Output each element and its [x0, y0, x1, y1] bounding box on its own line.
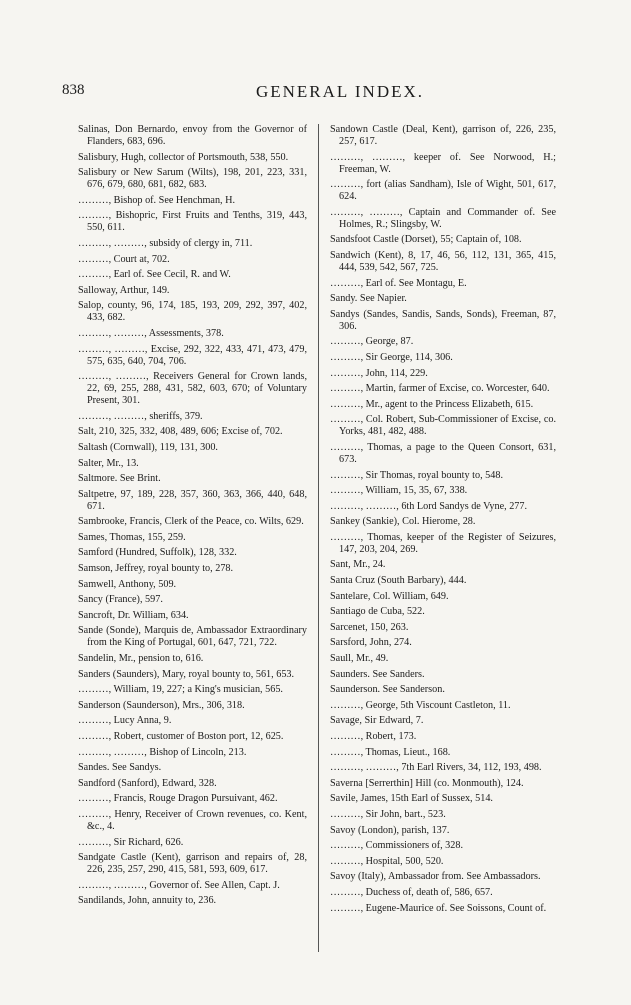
index-entry: ………, Lucy Anna, 9. — [78, 715, 172, 727]
index-entry: ………, Court at, 702. — [78, 253, 170, 265]
index-entry: ………, John, 114, 229. — [330, 367, 428, 379]
index-entry: ………, ………, keeper of. See Norwood, H.; Freeman, W. — [330, 151, 556, 175]
index-entry: Saunderson. See Sanderson. — [330, 684, 445, 696]
index-entry: Sandford (Sanford), Edward, 328. — [78, 777, 217, 789]
index-entry: ………, ………, Captain and Commander of. See Holmes, R.; Slingsby, W. — [330, 206, 556, 230]
index-entry: Salisbury, Hugh, collector of Portsmouth, 538, 550. — [78, 151, 289, 163]
index-entry: ………, George, 5th Viscount Castleton, 11. — [330, 699, 511, 711]
index-entry: ………, ………, 7th Earl Rivers, 34, 112, 193, 498. — [330, 762, 542, 774]
index-entry: Samson, Jeffrey, royal bounty to, 278. — [78, 563, 234, 575]
index-column-left — [78, 124, 307, 911]
index-entry: Sanderson (Saunderson), Mrs., 306, 318. — [78, 699, 245, 711]
index-entry: Sanders (Saunders), Mary, royal bounty to, 561, 653. — [78, 668, 295, 680]
index-entry: Saltash (Cornwall), 119, 131, 300. — [78, 441, 218, 453]
index-entry: Salter, Mr., 13. — [78, 457, 139, 469]
index-entry: Sandown Castle (Deal, Kent), garrison of, 226, 235, 257, 617. — [330, 124, 556, 147]
index-entry: ………, ………, 6th Lord Sandys de Vyne, 277. — [330, 500, 528, 512]
index-entry: Sandilands, John, annuity to, 236. — [78, 895, 217, 907]
index-entry: Samwell, Anthony, 509. — [78, 578, 177, 590]
index-entry: ………, Martin, farmer of Excise, co. Worcester, 640. — [330, 383, 550, 395]
index-entry: Saltmore. See Brint. — [78, 473, 161, 485]
index-entry: Sancroft, Dr. William, 634. — [78, 609, 189, 621]
index-entry: ………, Col. Robert, Sub-Commissioner of Excise, co. Yorks, 481, 482, 488. — [330, 414, 556, 438]
index-entry: ………, Sir John, bart., 523. — [330, 808, 446, 820]
index-entry: ………, ………, Receivers General for Crown lands, 22, 69, 255, 288, 431, 582, 603, 670; of Voluntary Present, 301. — [78, 371, 307, 407]
index-entry: Savoy (Italy), Ambassador from. See Ambassadors. — [330, 871, 541, 883]
index-entry: ………, Henry, Receiver of Crown revenues, co. Kent, &c., 4. — [78, 808, 307, 832]
page-header — [62, 82, 618, 108]
index-entry: ………, Eugene-Maurice of. See Soissons, Count of. — [330, 902, 547, 914]
index-entry: Sant, Mr., 24. — [330, 559, 386, 571]
column-divider — [318, 124, 319, 952]
index-entry: ………, Thomas, Lieut., 168. — [330, 746, 451, 758]
index-entry: ………, Robert, 173. — [330, 731, 417, 742]
index-entry: ………, Sir Thomas, royal bounty to, 548. — [330, 469, 503, 481]
index-entry: ………, Bishopric, First Fruits and Tenths, 319, 443, 550, 611. — [78, 210, 307, 234]
index-entry: ………, Hospital, 500, 520. — [330, 855, 444, 867]
index-entry: ………, Earl of. See Montagu, E. — [330, 277, 467, 289]
index-entry: Sande (Sonde), Marquis de, Ambassador Extraordinary from the King of Portugal, 601, 647, 721, 722. — [78, 625, 307, 649]
index-entry: Sandgate Castle (Kent), garrison and repairs of, 28, 226, 235, 257, 290, 415, 581, 593, 609, 617. — [78, 852, 307, 876]
index-entry: ………, Commissioners of, 328. — [330, 840, 464, 852]
index-entry: ………, ………, Excise, 292, 322, 433, 471, 473, 479, 575, 635, 640, 704, 706. — [78, 343, 307, 367]
index-entry: ………, ………, Bishop of Lincoln, 213. — [78, 746, 247, 758]
index-entry: Sarcenet, 150, 263. — [330, 621, 409, 633]
index-entry: ………, ………, subsidy of clergy in, 711. — [78, 237, 253, 249]
page-title: GENERAL INDEX. — [255, 82, 425, 101]
index-entry: Sandy. See Napier. — [330, 293, 407, 305]
index-entry: ………, ………, Governor of. See Allen, Capt. J. — [78, 879, 280, 891]
index-entry: ………, Mr., agent to the Princess Elizabeth, 615. — [330, 398, 534, 410]
index-entry: Santiago de Cuba, 522. — [330, 606, 425, 618]
index-entry: Sandelin, Mr., pension to, 616. — [78, 653, 204, 665]
index-entry: Sames, Thomas, 155, 259. — [78, 531, 186, 543]
index-column-right — [330, 124, 556, 918]
index-entry: Saunders. See Sanders. — [330, 668, 425, 680]
index-entry: ………, George, 87. — [330, 336, 414, 348]
index-entry: ………, Duchess of, death of, 586, 657. — [330, 886, 493, 898]
index-entry: Samford (Hundred, Suffolk), 128, 332. — [78, 547, 237, 559]
index-entry: ………, Sir Richard, 626. — [78, 836, 184, 848]
index-entry: ………, ………, sheriffs, 379. — [78, 410, 203, 422]
index-entry: ………, Sir George, 114, 306. — [330, 351, 453, 363]
index-entry: Salop, county, 96, 174, 185, 193, 209, 292, 397, 402, 433, 682. — [78, 300, 307, 324]
index-entry: Sambrooke, Francis, Clerk of the Peace, co. Wilts, 629. — [78, 516, 304, 528]
index-entry: Sancy (France), 597. — [78, 594, 163, 606]
index-entry: Sandwich (Kent), 8, 17, 46, 56, 112, 131, 365, 415, 444, 539, 542, 567, 725. — [330, 249, 556, 273]
index-entry: Sandes. See Sandys. — [78, 762, 162, 774]
index-entry: ………, fort (alias Sandham), Isle of Wight, 501, 617, 624. — [330, 179, 556, 203]
index-entry: Salloway, Arthur, 149. — [78, 284, 170, 296]
index-entry: Savage, Sir Edward, 7. — [330, 715, 424, 727]
index-entry: Savile, James, 15th Earl of Sussex, 514. — [330, 793, 493, 805]
index-entry: ………, Francis, Rouge Dragon Pursuivant, 462. — [78, 793, 278, 805]
index-entry: Savoy (London), parish, 137. — [330, 824, 450, 836]
index-entry: Santelare, Col. William, 649. — [330, 590, 449, 602]
index-entry: ………, ………, Assessments, 378. — [78, 327, 224, 339]
index-entry: ………, William, 15, 35, 67, 338. — [330, 485, 468, 497]
index-entry: Salisbury or New Sarum (Wilts), 198, 201, 223, 331, 676, 679, 680, 681, 682, 683. — [78, 167, 307, 191]
index-entry: Saverna [Serrerthin] Hill (co. Monmouth), 124. — [330, 777, 524, 789]
index-entry: ………, Bishop of. See Henchman, H. — [78, 194, 236, 206]
index-entry: ………, Robert, customer of Boston port, 12, 625. — [78, 731, 284, 742]
index-entry: ………, Thomas, keeper of the Register of Seizures, 147, 203, 204, 269. — [330, 531, 556, 555]
index-entry: Saull, Mr., 49. — [330, 653, 389, 665]
index-entry: Sarsford, John, 274. — [330, 637, 412, 649]
index-entry: Salt, 210, 325, 332, 408, 489, 606; Excise of, 702. — [78, 426, 283, 438]
index-entry: Santa Cruz (South Barbary), 444. — [330, 575, 467, 587]
index-entry: Saltpetre, 97, 189, 228, 357, 360, 363, 366, 440, 648, 671. — [78, 488, 307, 512]
index-entry: ………, Earl of. See Cecil, R. and W. — [78, 269, 231, 281]
index-entry: ………, William, 19, 227; a King's musician, 565. — [78, 684, 283, 696]
index-entry: ………, Thomas, a page to the Queen Consort, 631, 673. — [330, 441, 556, 465]
page-number: 838 — [62, 82, 85, 98]
index-entry: Sankey (Sankie), Col. Hierome, 28. — [330, 516, 476, 528]
index-entry: Sandys (Sandes, Sandis, Sands, Sonds), Freeman, 87, 306. — [330, 308, 556, 332]
index-entry: Salinas, Don Bernardo, envoy from the Governor of Flanders, 683, 696. — [78, 124, 307, 147]
index-entry: Sandsfoot Castle (Dorset), 55; Captain of, 108. — [330, 234, 522, 246]
